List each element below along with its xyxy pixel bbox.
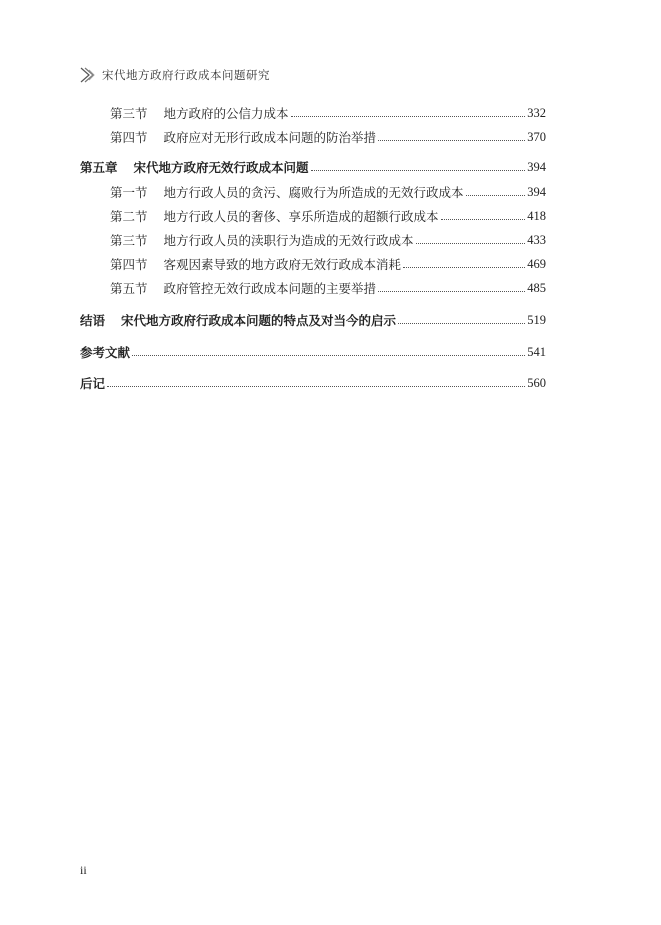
section-number: 第三节 xyxy=(110,233,148,248)
page-number: 541 xyxy=(527,344,546,359)
section-number: 第四节 xyxy=(110,257,148,272)
toc-entry[interactable] xyxy=(80,181,546,203)
leader-dots xyxy=(403,267,525,268)
leader-dots xyxy=(466,195,526,196)
running-header xyxy=(80,66,270,84)
page-number: 394 xyxy=(527,159,546,174)
toc-entry[interactable] xyxy=(80,126,546,148)
section-number: 第三节 xyxy=(110,106,148,121)
section-title: 客观因素导致的地方政府无效行政成本消耗 xyxy=(163,257,402,272)
toc-chapter[interactable] xyxy=(80,341,546,363)
section-number: 第五节 xyxy=(110,281,148,296)
toc-entry[interactable] xyxy=(80,102,546,124)
toc-entry[interactable] xyxy=(80,229,546,251)
leader-dots xyxy=(416,243,526,244)
section-title: 地方行政人员的渎职行为造成的无效行政成本 xyxy=(163,233,414,248)
leader-dots xyxy=(441,219,526,220)
leader-dots xyxy=(378,291,525,292)
section-title: 政府管控无效行政成本问题的主要举措 xyxy=(163,281,377,296)
leader-dots xyxy=(311,170,526,171)
page-number: 469 xyxy=(527,256,546,271)
page-number: 370 xyxy=(527,129,546,144)
section-title: 地方政府的公信力成本 xyxy=(163,106,289,121)
leader-dots xyxy=(291,116,526,117)
section-title: 政府应对无形行政成本问题的防治举措 xyxy=(163,130,377,145)
toc-chapter[interactable] xyxy=(80,372,546,394)
book-title: 宋代地方政府行政成本问题研究 xyxy=(102,68,270,82)
toc-entry[interactable] xyxy=(80,277,546,299)
toc-chapter[interactable] xyxy=(80,309,546,331)
toc-entry[interactable] xyxy=(80,253,546,275)
page-number: 332 xyxy=(527,105,546,120)
chapter-number: 第五章 xyxy=(80,160,118,175)
section-number: 第二节 xyxy=(110,209,148,224)
leader-dots xyxy=(107,386,525,387)
page-number: 485 xyxy=(527,280,546,295)
chapter-title: 参考文献 xyxy=(80,345,131,360)
chapter-title: 后记 xyxy=(80,376,106,391)
section-title: 地方行政人员的奢侈、享乐所造成的超额行政成本 xyxy=(163,209,439,224)
page-number: 418 xyxy=(527,208,546,223)
leader-dots xyxy=(398,323,525,324)
section-title: 地方行政人员的贪污、腐败行为所造成的无效行政成本 xyxy=(163,185,464,200)
section-number: 第四节 xyxy=(110,130,148,145)
chapter-number: 结语 xyxy=(80,313,106,328)
chapter-title: 宋代地方政府行政成本问题的特点及对当今的启示 xyxy=(121,313,397,328)
chevron-mark-icon xyxy=(80,67,98,83)
toc-entry[interactable] xyxy=(80,205,546,227)
chapter-title: 宋代地方政府无效行政成本问题 xyxy=(133,160,309,175)
page-number: 394 xyxy=(527,184,546,199)
page-number: 519 xyxy=(527,312,546,327)
section-number: 第一节 xyxy=(110,185,148,200)
page-number: 433 xyxy=(527,232,546,247)
page-number: 560 xyxy=(527,375,546,390)
leader-dots xyxy=(378,140,525,141)
leader-dots xyxy=(132,355,525,356)
toc-chapter[interactable] xyxy=(80,156,546,178)
folio: ii xyxy=(80,863,87,877)
